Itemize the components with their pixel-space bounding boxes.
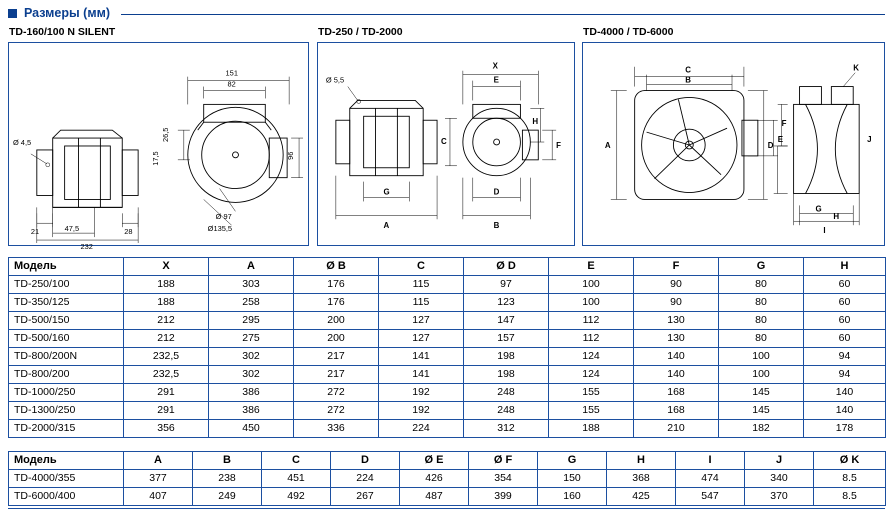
cell-value: 145 <box>719 402 804 420</box>
column-header: D <box>331 452 400 470</box>
svg-text:A: A <box>604 140 611 150</box>
figure-caption-3: TD-4000 / TD-6000 <box>583 26 674 38</box>
column-header: C <box>379 258 464 276</box>
cell-value: 188 <box>124 276 209 294</box>
table-row <box>9 312 886 330</box>
table-row <box>9 330 886 348</box>
cell-value: 100 <box>719 348 804 366</box>
figure-1-drawing <box>9 43 308 251</box>
cell-value: 168 <box>634 384 719 402</box>
column-header: C <box>262 452 331 470</box>
cell-value: 291 <box>124 384 209 402</box>
cell-value: 238 <box>193 470 262 488</box>
svg-text:82: 82 <box>227 79 236 89</box>
cell-value: 407 <box>124 488 193 506</box>
svg-text:J: J <box>867 135 872 145</box>
svg-text:B: B <box>493 221 500 231</box>
table-header-row <box>9 258 886 276</box>
cell-value: 258 <box>209 294 294 312</box>
cell-value: 312 <box>464 420 549 438</box>
cell-value: 155 <box>549 402 634 420</box>
svg-text:E: E <box>777 135 784 145</box>
column-header: H <box>804 258 886 276</box>
cell-value: 141 <box>379 348 464 366</box>
cell-value: 272 <box>294 384 379 402</box>
cell-value: 157 <box>464 330 549 348</box>
svg-text:21: 21 <box>30 227 40 237</box>
cell-model: TD-800/200N <box>9 348 124 366</box>
cell-model: TD-500/160 <box>9 330 124 348</box>
cell-value: 140 <box>804 402 886 420</box>
svg-text:26,5: 26,5 <box>160 127 170 143</box>
cell-value: 80 <box>719 276 804 294</box>
column-header: Модель <box>9 258 124 276</box>
svg-text:17,5: 17,5 <box>150 151 161 166</box>
cell-value: 147 <box>464 312 549 330</box>
cell-value: 336 <box>294 420 379 438</box>
cell-value: 370 <box>745 488 814 506</box>
cell-value: 356 <box>124 420 209 438</box>
cell-value: 80 <box>719 294 804 312</box>
svg-text:Ø 5,5: Ø 5,5 <box>325 75 345 85</box>
page-title: Размеры (мм) <box>24 6 110 20</box>
cell-value: 192 <box>379 384 464 402</box>
cell-value: 60 <box>804 294 886 312</box>
table-row <box>9 384 886 402</box>
table-header-row <box>9 452 886 470</box>
cell-value: 212 <box>124 312 209 330</box>
svg-text:H: H <box>833 212 840 222</box>
column-header: B <box>193 452 262 470</box>
column-header: Модель <box>9 452 124 470</box>
cell-model: TD-2000/315 <box>9 420 124 438</box>
cell-value: 451 <box>262 470 331 488</box>
column-header: A <box>209 258 294 276</box>
cell-value: 127 <box>379 330 464 348</box>
cell-value: 249 <box>193 488 262 506</box>
figure-2-drawing <box>318 43 574 245</box>
cell-value: 386 <box>209 402 294 420</box>
table-row <box>9 348 886 366</box>
cell-value: 8.5 <box>814 488 886 506</box>
table-row <box>9 470 886 488</box>
table-row <box>9 366 886 384</box>
cell-value: 155 <box>549 384 634 402</box>
figure-td160-100-n-silent <box>8 42 309 251</box>
bullet-square-icon <box>8 9 17 18</box>
cell-value: 90 <box>634 276 719 294</box>
column-header: F <box>634 258 719 276</box>
cell-value: 426 <box>400 470 469 488</box>
svg-text:151: 151 <box>225 68 238 78</box>
cell-value: 100 <box>719 366 804 384</box>
svg-text:Ø135,5: Ø135,5 <box>207 224 233 234</box>
cell-value: 90 <box>634 294 719 312</box>
figure-caption-2: TD-250 / TD-2000 <box>318 26 403 38</box>
svg-text:C: C <box>441 137 447 146</box>
cell-value: 112 <box>549 330 634 348</box>
cell-value: 178 <box>804 420 886 438</box>
cell-value: 198 <box>464 366 549 384</box>
table-row <box>9 294 886 312</box>
footer-divider <box>8 508 885 509</box>
cell-value: 176 <box>294 294 379 312</box>
cell-value: 302 <box>209 348 294 366</box>
svg-text:A: A <box>383 221 390 231</box>
cell-value: 182 <box>719 420 804 438</box>
svg-text:K: K <box>853 63 859 73</box>
table-row <box>9 402 886 420</box>
cell-value: 547 <box>676 488 745 506</box>
svg-text:Ø 4,5: Ø 4,5 <box>12 138 32 147</box>
cell-value: 232,5 <box>124 366 209 384</box>
cell-value: 8.5 <box>814 470 886 488</box>
cell-model: TD-6000/400 <box>9 488 124 506</box>
cell-model: TD-350/125 <box>9 294 124 312</box>
cell-model: TD-250/100 <box>9 276 124 294</box>
cell-value: 130 <box>634 330 719 348</box>
cell-value: 386 <box>209 384 294 402</box>
column-header: A <box>124 452 193 470</box>
column-header: G <box>719 258 804 276</box>
cell-value: 94 <box>804 348 886 366</box>
svg-text:H: H <box>532 117 539 127</box>
cell-value: 474 <box>676 470 745 488</box>
cell-value: 130 <box>634 312 719 330</box>
cell-value: 368 <box>607 470 676 488</box>
cell-value: 141 <box>379 366 464 384</box>
cell-value: 302 <box>209 366 294 384</box>
svg-text:C: C <box>685 65 692 75</box>
figure-caption-1: TD-160/100 N SILENT <box>9 26 116 38</box>
cell-value: 94 <box>804 366 886 384</box>
svg-text:G: G <box>815 204 822 214</box>
column-header: G <box>538 452 607 470</box>
svg-text:D: D <box>493 187 500 197</box>
cell-value: 399 <box>469 488 538 506</box>
figure-td4000-td6000 <box>582 42 885 246</box>
cell-value: 140 <box>634 366 719 384</box>
svg-text:F: F <box>556 140 561 150</box>
column-header: J <box>745 452 814 470</box>
cell-value: 140 <box>804 384 886 402</box>
cell-value: 188 <box>124 294 209 312</box>
column-header: E <box>549 258 634 276</box>
cell-value: 115 <box>379 294 464 312</box>
column-header: Ø F <box>469 452 538 470</box>
dimensions-table-1 <box>8 257 886 438</box>
column-header: Ø B <box>294 258 379 276</box>
cell-value: 217 <box>294 348 379 366</box>
cell-value: 124 <box>549 366 634 384</box>
cell-value: 145 <box>719 384 804 402</box>
cell-value: 487 <box>400 488 469 506</box>
cell-value: 97 <box>464 276 549 294</box>
cell-model: TD-1300/250 <box>9 402 124 420</box>
cell-value: 160 <box>538 488 607 506</box>
svg-text:232: 232 <box>80 241 93 251</box>
figure-td250-td2000 <box>317 42 575 246</box>
cell-value: 295 <box>209 312 294 330</box>
section-header <box>8 4 885 22</box>
cell-value: 224 <box>331 470 400 488</box>
cell-value: 176 <box>294 276 379 294</box>
cell-value: 200 <box>294 312 379 330</box>
svg-text:96: 96 <box>286 151 296 160</box>
cell-value: 168 <box>634 402 719 420</box>
table-row <box>9 420 886 438</box>
column-header: H <box>607 452 676 470</box>
cell-value: 275 <box>209 330 294 348</box>
cell-value: 60 <box>804 276 886 294</box>
column-header: I <box>676 452 745 470</box>
svg-text:X: X <box>492 61 498 71</box>
svg-text:47,5: 47,5 <box>64 224 80 234</box>
cell-value: 291 <box>124 402 209 420</box>
svg-text:I: I <box>823 226 826 236</box>
svg-text:E: E <box>493 75 499 85</box>
cell-value: 123 <box>464 294 549 312</box>
cell-value: 210 <box>634 420 719 438</box>
svg-text:D: D <box>767 140 774 150</box>
cell-value: 212 <box>124 330 209 348</box>
column-header: Ø E <box>400 452 469 470</box>
cell-model: TD-800/200 <box>9 366 124 384</box>
cell-value: 248 <box>464 402 549 420</box>
cell-value: 100 <box>549 276 634 294</box>
cell-value: 492 <box>262 488 331 506</box>
cell-value: 340 <box>745 470 814 488</box>
cell-value: 80 <box>719 312 804 330</box>
cell-value: 188 <box>549 420 634 438</box>
cell-value: 232,5 <box>124 348 209 366</box>
svg-text:B: B <box>685 75 692 85</box>
svg-text:G: G <box>383 187 390 197</box>
cell-value: 150 <box>538 470 607 488</box>
dimensions-table-2 <box>8 451 886 506</box>
cell-value: 198 <box>464 348 549 366</box>
cell-value: 127 <box>379 312 464 330</box>
header-divider <box>121 14 885 15</box>
column-header: Ø D <box>464 258 549 276</box>
cell-value: 272 <box>294 402 379 420</box>
cell-value: 303 <box>209 276 294 294</box>
svg-text:Ø 97: Ø 97 <box>215 212 232 222</box>
cell-value: 60 <box>804 330 886 348</box>
cell-value: 267 <box>331 488 400 506</box>
column-header: Ø K <box>814 452 886 470</box>
table-row <box>9 276 886 294</box>
cell-value: 377 <box>124 470 193 488</box>
column-header: X <box>124 258 209 276</box>
cell-value: 115 <box>379 276 464 294</box>
cell-value: 224 <box>379 420 464 438</box>
cell-value: 217 <box>294 366 379 384</box>
cell-value: 450 <box>209 420 294 438</box>
cell-value: 192 <box>379 402 464 420</box>
cell-value: 100 <box>549 294 634 312</box>
cell-model: TD-4000/355 <box>9 470 124 488</box>
cell-value: 80 <box>719 330 804 348</box>
cell-value: 124 <box>549 348 634 366</box>
cell-model: TD-500/150 <box>9 312 124 330</box>
cell-value: 248 <box>464 384 549 402</box>
cell-value: 200 <box>294 330 379 348</box>
cell-value: 425 <box>607 488 676 506</box>
cell-value: 60 <box>804 312 886 330</box>
table-row <box>9 488 886 506</box>
svg-text:28: 28 <box>124 227 133 237</box>
svg-text:F: F <box>781 119 787 129</box>
cell-value: 140 <box>634 348 719 366</box>
figure-3-drawing <box>583 43 884 245</box>
cell-value: 354 <box>469 470 538 488</box>
cell-value: 112 <box>549 312 634 330</box>
cell-model: TD-1000/250 <box>9 384 124 402</box>
